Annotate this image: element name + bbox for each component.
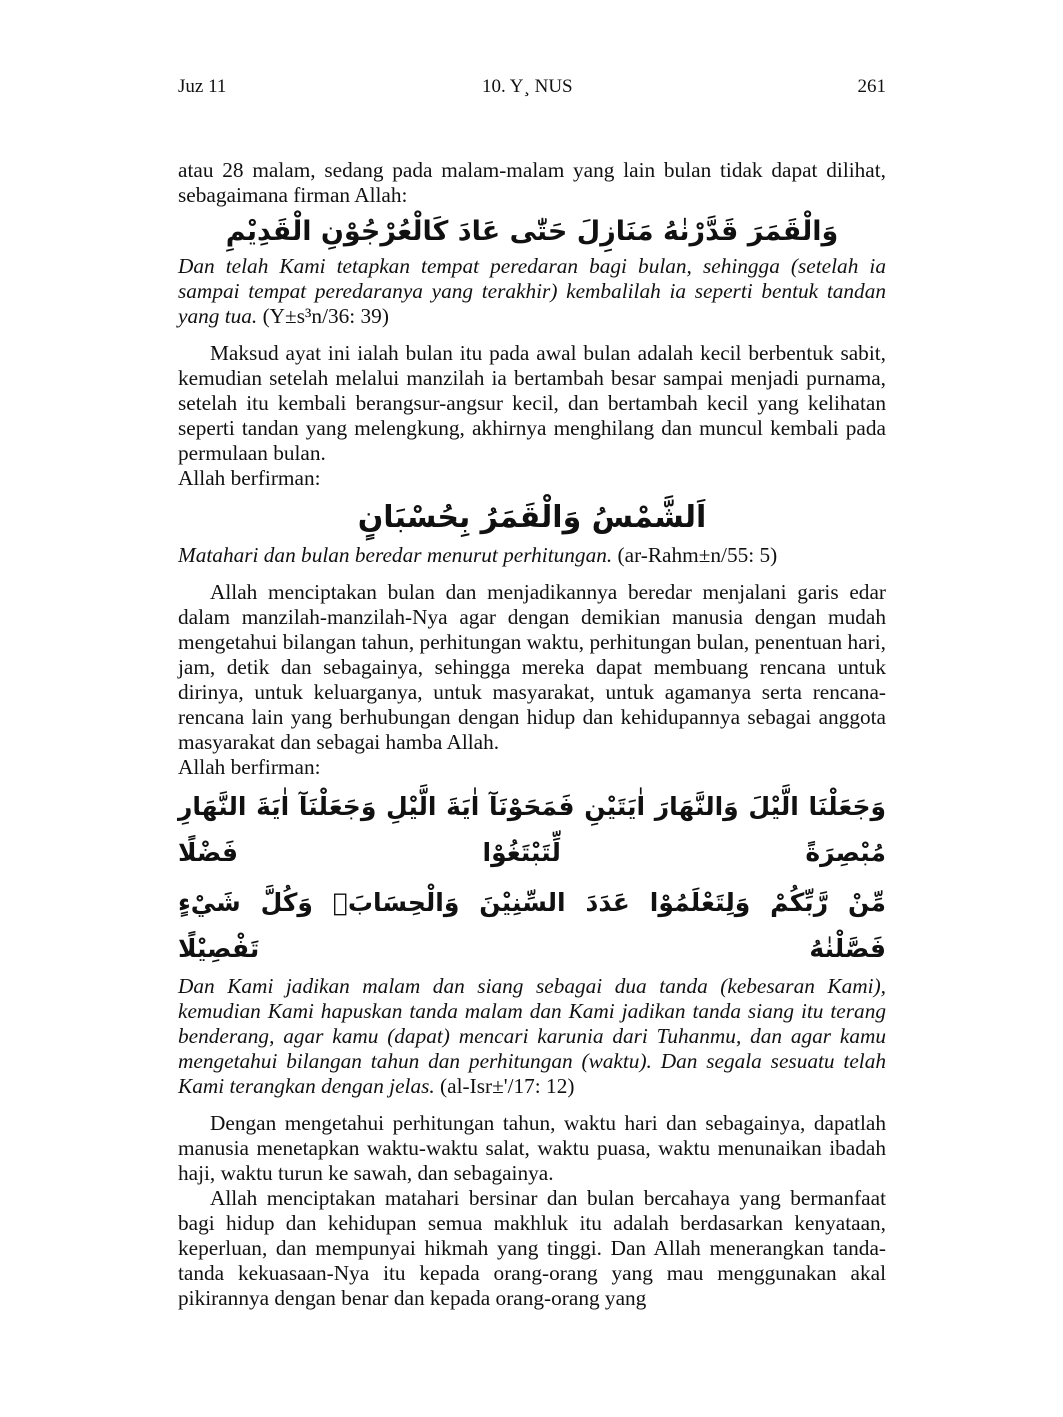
page-body — [178, 158, 886, 1311]
arabic-verse-line-1: وَجَعَلْنَا الَّيْلَ وَالنَّهَارَ اٰيَتَيْنِ فَمَحَوْنَآ اٰيَةَ الَّيْلِ وَجَعَلْنَآ اٰيَةَ النَّهَارِ مُبْصِرَةً لِّتَبْتَغُوْا فَضْلًا — [178, 792, 886, 867]
paragraph: Allah menciptakan bulan dan menjadikannya beredar menjalani garis edar dalam manzilah-manzilah-Nya agar dengan demikian manusia dengan mudah mengetahui bilangan tahun, perhitungan waktu, perhitungan bulan, penentuan hari, jam, detik dan sebagainya, sehingga mereka dapat membuang rencana untuk dirinya, untuk keluarganya, untuk masyarakat, untuk agamanya serta rencana-rencana lain yang berhubungan dengan hidup dan kehidupannya sebagai anggota masyarakat dan sebagai hamba Allah. — [178, 580, 886, 754]
paragraph: Allah berfirman: — [178, 466, 321, 490]
paragraph: Maksud ayat ini ialah bulan itu pada awal bulan adalah kecil berbentuk sabit, kemudian setelah melalui manzilah ia bertambah besar sampai menjadi purnama, setelah itu kembali berangsur-angsur kecil, dan bertambah kecil yang kelihatan seperti tandan yang melengkung, akhirnya menghilang dan muncul kembali pada permulaan bulan. — [178, 341, 886, 465]
paragraph: Allah berfirman: — [178, 755, 321, 779]
verse-translation — [178, 974, 886, 1099]
translation-text: Matahari dan bulan beredar menurut perhitungan. — [178, 543, 613, 567]
page-number: 261 — [857, 76, 886, 97]
arabic-verse: اَلشَّمْسُ وَالْقَمَرُ بِحُسْبَانٍ — [357, 500, 707, 535]
translation-text: Dan Kami jadikan malam dan siang sebagai dua tanda (kebesaran Kami), kemudian Kami hapuskan tanda malam dan Kami jadikan tanda siang itu terang benderang, agar kamu (dapat) mencari karunia dari Tuhanmu, dan agar kamu mengetahui bilangan tahun dan perhitungan (waktu). Dan segala sesuatu telah Kami terangkan dengan jelas. — [178, 974, 886, 1098]
juz-label: Juz 11 — [178, 76, 227, 97]
verse-translation — [178, 543, 886, 568]
verse-reference: (al-Isr±'/17: 12) — [434, 1074, 575, 1098]
verse-reference: (ar-Rahm±n/55: 5) — [612, 543, 778, 567]
paragraph: atau 28 malam, sedang pada malam-malam yang lain bulan tidak dapat dilihat, sebagaimana firman Allah: — [178, 158, 886, 207]
surah-title: 10. Y¸ NUS — [482, 76, 573, 97]
paragraph: Allah menciptakan matahari bersinar dan bulan bercahaya yang bermanfaat bagi hidup dan kehidupan semua makhluk itu adalah berdasarkan kenyataan, keperluan, dan mempunyai hikmah yang tinggi. Dan Allah menerangkan tanda-tanda kekuasaan-Nya itu kepada orang-orang yang mau menggunakan akal pikirannya dengan benar dan kepada orang-orang yang — [178, 1186, 886, 1310]
arabic-verse: وَالْقَمَرَ قَدَّرْنٰهُ مَنَازِلَ حَتّٰى عَادَ كَالْعُرْجُوْنِ الْقَدِيْمِ — [225, 216, 839, 247]
translation-text: Dan telah Kami tetapkan tempat peredaran bagi bulan, sehingga (setelah ia sampai tempat peredaranya yang terakhir) kembalilah ia seperti bentuk tandan yang tua. — [178, 254, 886, 328]
verse-reference: (Y±s³n/36: 39) — [257, 304, 389, 328]
arabic-verse-line-2: مِّنْ رَّبِّكُمْ وَلِتَعْلَمُوْا عَدَدَ السِّنِيْنَ وَالْحِسَابَۗ وَكُلَّ شَيْءٍ فَصَّلْنٰهُ تَفْصِيْلًا — [178, 888, 886, 963]
running-header — [178, 76, 886, 100]
paragraph: Dengan mengetahui perhitungan tahun, waktu hari dan sebagainya, dapatlah manusia menetapkan waktu-waktu salat, waktu puasa, waktu menunaikan ibadah haji, waktu turun ke sawah, dan sebagainya. — [178, 1111, 886, 1185]
verse-translation — [178, 254, 886, 329]
